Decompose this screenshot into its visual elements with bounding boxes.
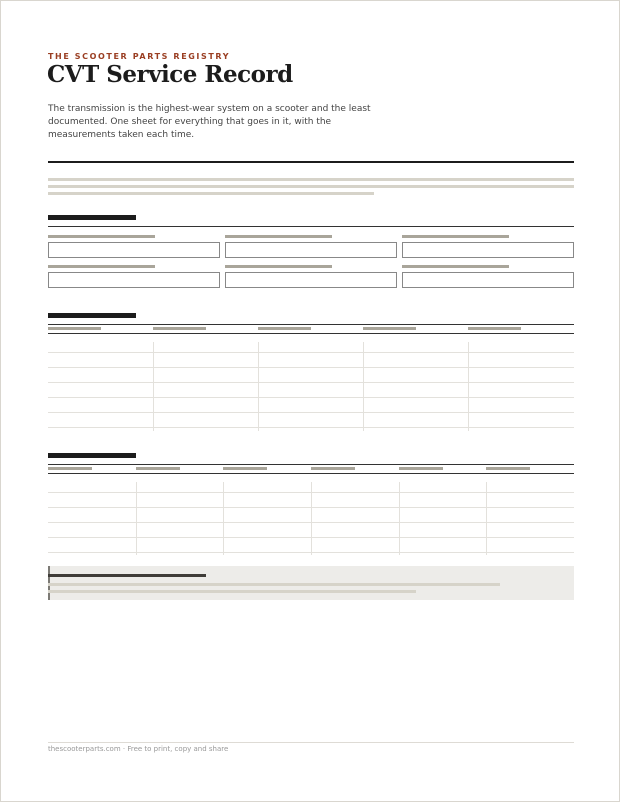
column-header-placeholder: [136, 467, 180, 470]
field-label-placeholder: [402, 235, 509, 238]
header-divider: [48, 161, 574, 163]
field-input[interactable]: [225, 272, 397, 288]
column-header-placeholder: [48, 467, 92, 470]
table-row[interactable]: [48, 397, 574, 398]
column-header-placeholder: [399, 467, 443, 470]
column-header-placeholder: [311, 467, 355, 470]
footer-divider: [48, 742, 574, 743]
instruction-line: [48, 178, 574, 181]
field-label-placeholder: [48, 265, 155, 268]
footer-text: thescooterparts.com · Free to print, copy and share: [48, 745, 229, 753]
table-column-divider: [258, 342, 259, 431]
instruction-line: [48, 185, 574, 188]
column-header-placeholder: [363, 327, 416, 330]
table-column-divider: [468, 342, 469, 431]
note-line-placeholder: [48, 590, 416, 593]
field-input[interactable]: [402, 272, 574, 288]
column-header-placeholder: [258, 327, 311, 330]
section-heading-placeholder: [48, 313, 136, 318]
field-label-placeholder: [402, 265, 509, 268]
table-column-divider: [153, 342, 154, 431]
section-heading-placeholder: [48, 215, 136, 220]
table-row[interactable]: [48, 367, 574, 368]
field-label-placeholder: [225, 265, 332, 268]
table-top-rule: [48, 464, 574, 465]
column-header-placeholder: [486, 467, 530, 470]
table-top-rule: [48, 324, 574, 325]
table-row[interactable]: [48, 537, 574, 538]
field-label-placeholder: [48, 235, 155, 238]
field-input[interactable]: [48, 242, 220, 258]
page-title: CVT Service Record: [47, 61, 293, 88]
table-row[interactable]: [48, 427, 574, 428]
table-row[interactable]: [48, 412, 574, 413]
field-label-placeholder: [225, 235, 332, 238]
table-column-divider: [363, 342, 364, 431]
column-header-placeholder: [153, 327, 206, 330]
table-row[interactable]: [48, 492, 574, 493]
table-row[interactable]: [48, 552, 574, 553]
table-row[interactable]: [48, 382, 574, 383]
table-header-rule: [48, 473, 574, 474]
instruction-line: [48, 192, 374, 195]
column-header-placeholder: [468, 327, 521, 330]
brand-kicker: THE SCOOTER PARTS REGISTRY: [48, 52, 231, 61]
column-header-placeholder: [223, 467, 267, 470]
note-line-placeholder: [48, 583, 500, 586]
table-row[interactable]: [48, 507, 574, 508]
field-input[interactable]: [402, 242, 574, 258]
section-rule: [48, 226, 574, 227]
intro-paragraph: The transmission is the highest-wear system on a scooter and the least documented. One sheet for everything that goes in it, with the measurements taken each time.: [48, 104, 371, 140]
column-header-placeholder: [48, 327, 101, 330]
table-row[interactable]: [48, 352, 574, 353]
table-header-rule: [48, 333, 574, 334]
table-row[interactable]: [48, 522, 574, 523]
note-heading-placeholder: [48, 574, 206, 577]
section-heading-placeholder: [48, 453, 136, 458]
field-input[interactable]: [48, 272, 220, 288]
field-input[interactable]: [225, 242, 397, 258]
